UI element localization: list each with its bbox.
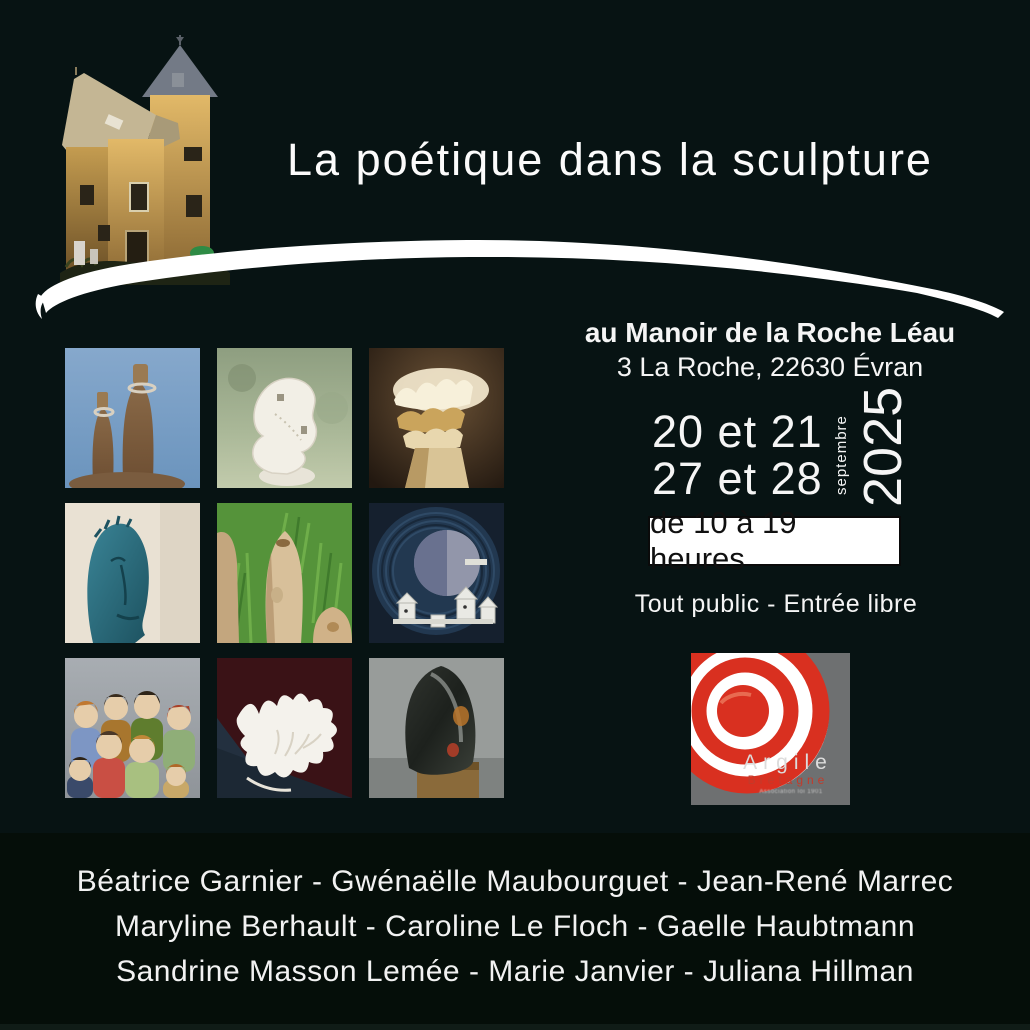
brushstroke-swoosh <box>35 222 1010 322</box>
artists-line-1: Béatrice Garnier - Gwénaëlle Maubourguet - Jean-René Marrec <box>76 865 954 898</box>
artists-line-3: Sandrine Masson Lemée - Marie Janvier - Juliana Hillman <box>116 955 914 988</box>
hours-box: de 10 à 19 heures <box>648 516 901 566</box>
logo-name: Argile <box>743 751 833 774</box>
dates-block <box>652 386 914 507</box>
venue-block <box>565 316 975 384</box>
date-weekend-1: 20 et 21 <box>652 406 823 457</box>
artwork-thumbnail-8 <box>217 658 352 798</box>
artwork-thumbnail-9 <box>369 658 504 798</box>
artists-line-2: Maryline Berhault - Caroline Le Floch - Gaelle Haubtmann <box>114 910 916 943</box>
artwork-thumbnail-4 <box>65 503 200 643</box>
logo-region: Bretagne <box>747 773 829 787</box>
argile-bretagne-logo <box>691 653 850 805</box>
date-year: 2025 <box>852 386 913 507</box>
admission-text: Tout public - Entrée libre <box>634 590 918 618</box>
date-month: septembre <box>832 415 850 495</box>
artwork-grid <box>65 348 504 798</box>
artwork-thumbnail-2 <box>217 348 352 488</box>
date-lines <box>652 408 823 502</box>
artwork-thumbnail-3 <box>369 348 504 488</box>
artists-footer <box>0 833 1030 1030</box>
artwork-thumbnail-6 <box>369 503 504 643</box>
venue-address: 3 La Roche, 22630 Évran <box>616 352 924 382</box>
venue-name: au Manoir de la Roche Léau <box>584 317 956 348</box>
artwork-thumbnail-5 <box>217 503 352 643</box>
logo-smallprint: Association loi 1901 <box>759 789 823 795</box>
artwork-thumbnail-7 <box>65 658 200 798</box>
exhibition-title: La poétique dans la sculpture <box>287 134 933 185</box>
date-weekend-2: 27 et 28 <box>652 453 823 504</box>
artwork-thumbnail-1 <box>65 348 200 488</box>
